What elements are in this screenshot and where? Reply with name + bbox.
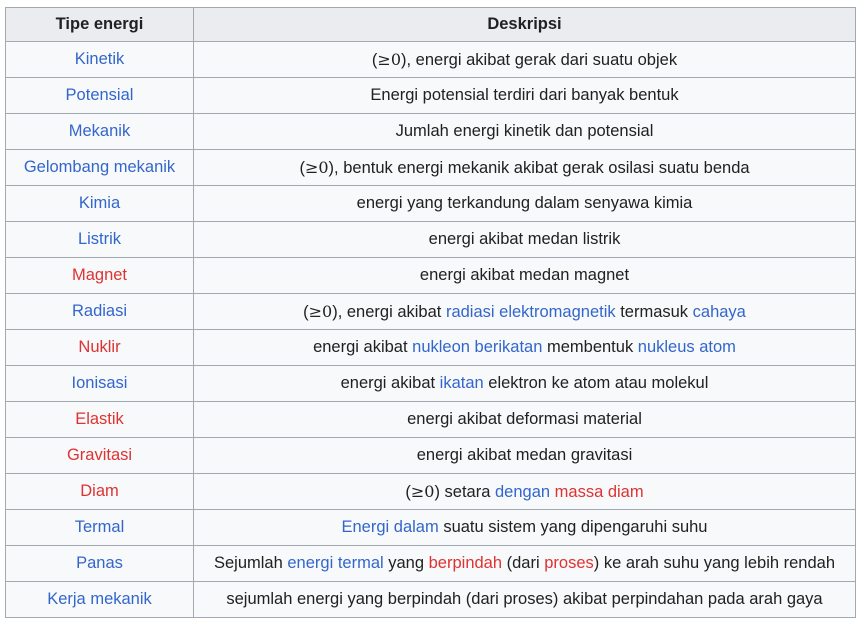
table-row	[6, 222, 856, 258]
description-text: (dari	[502, 554, 545, 572]
energy-type-link[interactable]: Kimia	[78, 194, 121, 212]
description-cell	[194, 582, 856, 618]
energy-type-cell	[6, 402, 194, 438]
energy-types-table	[5, 7, 856, 618]
table-row	[6, 78, 856, 114]
table-row	[6, 258, 856, 294]
table-row	[6, 366, 856, 402]
description-cell	[194, 294, 856, 330]
description-cell	[194, 438, 856, 474]
math-ge-zero: ≥0	[308, 301, 333, 321]
description-cell	[194, 78, 856, 114]
description-link[interactable]: cahaya	[692, 302, 746, 321]
energy-type-link[interactable]: Ionisasi	[71, 374, 128, 392]
energy-type-cell	[6, 438, 194, 474]
energy-type-cell	[6, 510, 194, 546]
description-cell	[194, 546, 856, 582]
energy-type-cell	[6, 330, 194, 366]
energy-type-link[interactable]: Diam	[80, 482, 119, 500]
description-link[interactable]: radiasi elektromagnetik	[445, 302, 616, 321]
description-text: yang	[383, 554, 429, 572]
description-text: energi akibat deformasi material	[407, 410, 642, 428]
energy-type-link[interactable]: Radiasi	[71, 302, 128, 320]
energy-type-link[interactable]: Elastik	[75, 410, 124, 428]
description-text: suatu sistem yang dipengaruhi suhu	[438, 518, 708, 536]
description-link[interactable]: energi termal	[287, 554, 384, 572]
energy-type-cell	[6, 78, 194, 114]
description-link[interactable]: massa diam	[554, 482, 644, 501]
header-description: Deskripsi	[194, 8, 856, 42]
description-text: energi akibat	[313, 338, 413, 356]
table-row	[6, 510, 856, 546]
table-row	[6, 294, 856, 330]
energy-type-cell	[6, 294, 194, 330]
energy-type-cell	[6, 474, 194, 510]
table-row	[6, 150, 856, 186]
description-text: energi yang terkandung dalam senyawa kimia	[356, 194, 693, 212]
description-cell	[194, 258, 856, 294]
table-row	[6, 402, 856, 438]
description-cell	[194, 330, 856, 366]
energy-type-cell	[6, 222, 194, 258]
energy-type-link[interactable]: Gelombang mekanik	[23, 158, 176, 176]
energy-type-link[interactable]: Kerja mekanik	[47, 590, 152, 608]
header-row	[6, 8, 856, 42]
description-link[interactable]: berpindah	[428, 554, 503, 572]
table-row	[6, 474, 856, 510]
description-text: membentuk	[542, 338, 638, 356]
description-text: Jumlah energi kinetik dan potensial	[395, 122, 654, 140]
energy-type-link[interactable]: Mekanik	[68, 122, 131, 140]
description-cell	[194, 402, 856, 438]
table-row	[6, 330, 856, 366]
description-cell	[194, 510, 856, 546]
description-text: (≥0) setara	[405, 481, 495, 501]
description-link[interactable]: Energi dalam	[341, 518, 439, 536]
description-text: sejumlah energi yang berpindah (dari proses) akibat perpindahan pada arah gaya	[226, 590, 823, 608]
energy-type-cell	[6, 582, 194, 618]
energy-type-link[interactable]: Gravitasi	[66, 446, 133, 464]
description-text: (≥0), energi akibat gerak dari suatu objek	[371, 49, 678, 69]
math-ge-zero: ≥0	[410, 481, 435, 501]
energy-type-link[interactable]: Magnet	[71, 266, 128, 284]
description-text: energi akibat medan magnet	[419, 266, 630, 284]
description-cell	[194, 150, 856, 186]
table-row	[6, 186, 856, 222]
description-cell	[194, 222, 856, 258]
table-row	[6, 42, 856, 78]
description-text: Energi potensial terdiri dari banyak bentuk	[370, 86, 679, 104]
description-link[interactable]: nukleus atom	[637, 338, 736, 356]
energy-type-cell	[6, 546, 194, 582]
description-link[interactable]: ikatan	[439, 374, 484, 392]
energy-type-link[interactable]: Kinetik	[74, 50, 125, 68]
description-text: energi akibat	[340, 374, 440, 392]
description-text: (≥0), energi akibat	[303, 301, 446, 321]
energy-type-cell	[6, 186, 194, 222]
description-text: termasuk	[615, 302, 693, 321]
description-cell	[194, 114, 856, 150]
energy-type-link[interactable]: Nuklir	[78, 338, 121, 356]
description-cell	[194, 474, 856, 510]
table-row	[6, 114, 856, 150]
table-row	[6, 582, 856, 618]
description-link[interactable]: proses	[544, 554, 594, 572]
table-row	[6, 546, 856, 582]
header-type: Tipe energi	[6, 8, 194, 42]
energy-type-link[interactable]: Listrik	[77, 230, 122, 248]
description-cell	[194, 366, 856, 402]
energy-type-link[interactable]: Potensial	[65, 86, 134, 104]
math-ge-zero: ≥0	[377, 49, 401, 69]
description-text: energi akibat medan listrik	[428, 230, 621, 248]
description-text: energi akibat medan gravitasi	[416, 446, 633, 464]
energy-type-link[interactable]: Termal	[74, 518, 125, 536]
description-link[interactable]: dengan	[495, 482, 551, 501]
description-cell	[194, 42, 856, 78]
energy-type-cell	[6, 258, 194, 294]
description-text: (≥0), bentuk energi mekanik akibat gerak osilasi suatu benda	[299, 157, 750, 177]
energy-type-cell	[6, 114, 194, 150]
energy-type-cell	[6, 366, 194, 402]
math-ge-zero: ≥0	[304, 157, 329, 177]
description-text: ) ke arah suhu yang lebih rendah	[593, 554, 835, 572]
energy-type-cell	[6, 42, 194, 78]
energy-type-link[interactable]: Panas	[76, 554, 123, 572]
description-link[interactable]: nukleon berikatan	[412, 338, 543, 356]
energy-type-cell	[6, 150, 194, 186]
description-text: elektron ke atom atau molekul	[483, 374, 709, 392]
table-body	[6, 42, 856, 618]
description-text: Sejumlah	[214, 554, 288, 572]
description-cell	[194, 186, 856, 222]
table-row	[6, 438, 856, 474]
